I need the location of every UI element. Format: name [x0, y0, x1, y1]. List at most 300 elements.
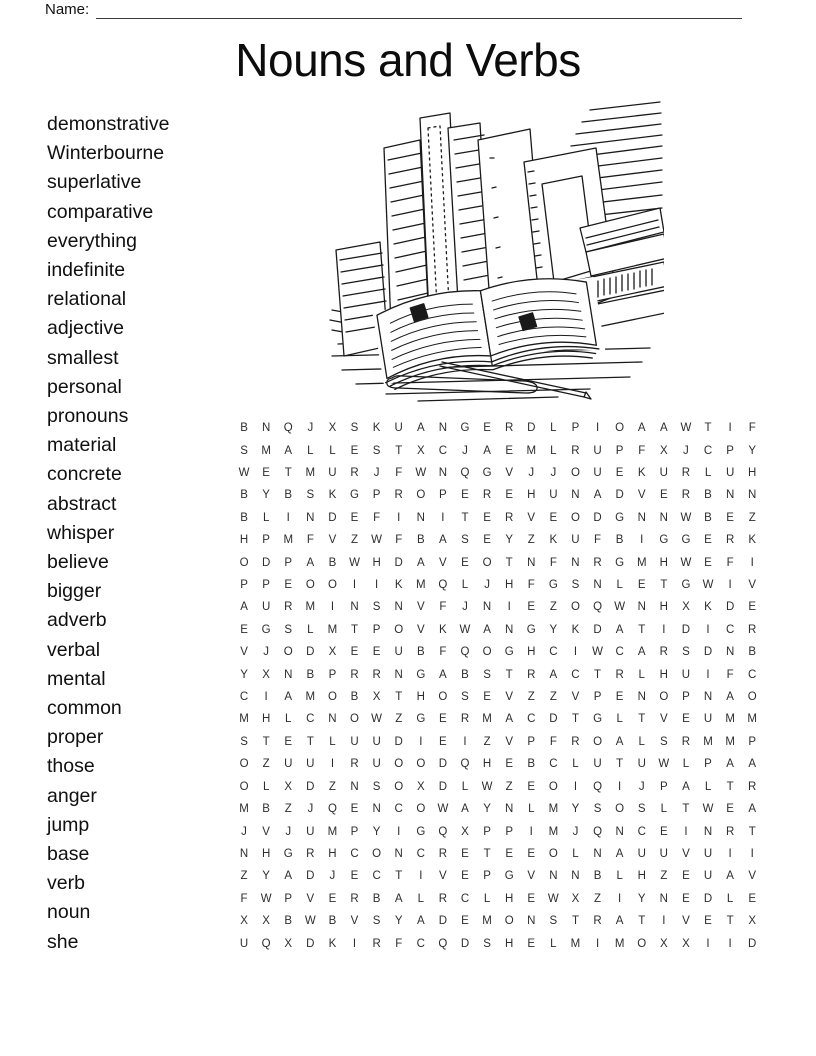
grid-letter: R — [748, 780, 757, 793]
grid-letter: C — [748, 668, 757, 681]
grid-letter: U — [284, 758, 293, 771]
grid-letter: L — [461, 579, 469, 592]
grid-letter: C — [637, 825, 646, 838]
grid-letter: X — [571, 892, 580, 905]
word-list-item: noun — [47, 901, 91, 924]
grid-letter: P — [284, 892, 293, 905]
grid-letter: C — [460, 892, 470, 905]
grid-letter: M — [548, 825, 559, 838]
grid-letter: R — [350, 467, 359, 480]
grid-letter: M — [747, 713, 757, 726]
grid-letter: X — [328, 422, 337, 435]
grid-letter: I — [375, 579, 379, 592]
grid-letter: R — [350, 668, 359, 681]
grid-letter: L — [262, 511, 270, 524]
grid-letter: T — [616, 758, 624, 771]
grid-letter: H — [372, 556, 381, 569]
grid-letter: M — [327, 825, 338, 838]
grid-letter: U — [571, 534, 580, 547]
grid-letter: G — [526, 623, 536, 636]
grid-letter: F — [306, 534, 314, 547]
grid-letter: E — [439, 713, 447, 726]
grid-letter: U — [593, 467, 602, 480]
grid-letter: F — [726, 556, 734, 569]
word-list-item: smallest — [47, 346, 119, 369]
grid-letter: H — [527, 489, 536, 502]
grid-letter: I — [264, 691, 268, 704]
grid-letter: E — [372, 646, 381, 659]
grid-letter: I — [728, 579, 732, 592]
grid-letter: N — [637, 511, 646, 524]
grid-letter: F — [594, 534, 602, 547]
grid-letter: V — [350, 915, 359, 928]
grid-letter: K — [328, 937, 337, 950]
grid-letter: E — [615, 691, 624, 704]
grid-letter: J — [462, 601, 468, 614]
grid-letter: R — [372, 937, 381, 950]
grid-letter: I — [640, 534, 644, 547]
grid-letter: W — [437, 803, 449, 816]
grid-letter: E — [726, 511, 734, 524]
grid-letter: S — [372, 915, 381, 928]
word-list-item: relational — [47, 288, 127, 311]
grid-letter: M — [614, 937, 625, 950]
grid-letter: A — [284, 691, 293, 704]
grid-letter: Q — [327, 803, 337, 816]
grid-letter: E — [350, 803, 359, 816]
grid-letter: R — [505, 511, 514, 524]
grid-letter: U — [261, 601, 271, 614]
grid-letter: T — [306, 735, 314, 748]
grid-letter: D — [306, 937, 315, 950]
grid-letter: E — [682, 713, 690, 726]
grid-letter: V — [439, 870, 447, 883]
grid-letter: V — [416, 601, 425, 614]
grid-letter: S — [637, 803, 646, 816]
grid-letter: R — [527, 668, 536, 681]
grid-letter: N — [659, 511, 668, 524]
grid-letter: Q — [593, 601, 603, 614]
grid-letter: M — [725, 735, 735, 748]
grid-letter: R — [438, 892, 448, 905]
grid-letter: H — [261, 713, 271, 726]
grid-letter: Y — [262, 870, 270, 883]
grid-letter: T — [660, 579, 668, 592]
grid-letter: C — [571, 668, 580, 681]
grid-letter: Y — [748, 444, 757, 457]
grid-letter: M — [636, 556, 647, 569]
grid-letter: I — [419, 870, 423, 883]
grid-letter: E — [505, 758, 513, 771]
grid-letter: R — [438, 847, 448, 860]
grid-letter: P — [262, 534, 270, 547]
grid-letter: N — [394, 601, 403, 614]
grid-letter: F — [527, 579, 535, 592]
grid-letter: R — [725, 825, 735, 838]
grid-letter: N — [637, 691, 646, 704]
grid-letter: N — [328, 713, 337, 726]
grid-letter: D — [703, 892, 713, 905]
grid-letter: T — [594, 668, 602, 681]
grid-letter: U — [681, 668, 691, 681]
grid-letter: E — [350, 444, 359, 457]
grid-letter: O — [570, 511, 580, 524]
grid-letter: S — [350, 422, 359, 435]
grid-letter: A — [306, 556, 315, 569]
grid-letter: G — [416, 825, 426, 838]
grid-letter: Z — [527, 691, 535, 704]
grid-letter: A — [637, 422, 646, 435]
grid-letter: G — [261, 623, 271, 636]
grid-letter: G — [504, 646, 514, 659]
grid-letter: Z — [351, 534, 359, 547]
grid-letter: M — [261, 444, 271, 457]
grid-letter: M — [416, 579, 426, 592]
grid-letter: I — [352, 579, 357, 592]
word-list-item: verbal — [47, 638, 101, 661]
grid-letter: X — [682, 601, 690, 614]
grid-letter: P — [372, 623, 381, 636]
grid-letter: Z — [594, 892, 602, 905]
grid-letter: T — [262, 735, 270, 748]
grid-letter: V — [637, 489, 646, 502]
grid-letter: A — [726, 870, 734, 883]
grid-letter: D — [438, 758, 448, 771]
grid-letter: O — [747, 691, 757, 704]
grid-letter: D — [328, 511, 337, 524]
grid-letter: K — [571, 623, 580, 636]
grid-letter: G — [504, 870, 514, 883]
grid-letter: U — [372, 735, 381, 748]
word-list-item: those — [47, 755, 95, 778]
grid-letter: X — [659, 444, 668, 457]
grid-letter: C — [416, 937, 425, 950]
grid-letter: O — [394, 780, 404, 793]
grid-letter: E — [483, 422, 491, 435]
grid-letter: A — [483, 623, 491, 636]
grid-letter: R — [659, 646, 668, 659]
grid-letter: S — [372, 444, 381, 457]
grid-letter: X — [328, 646, 337, 659]
word-list-item: anger — [47, 784, 97, 807]
grid-letter: W — [658, 758, 670, 771]
grid-letter: C — [306, 713, 315, 726]
grid-letter: I — [618, 892, 622, 905]
grid-letter: U — [593, 444, 602, 457]
grid-letter: F — [638, 444, 646, 457]
grid-letter: F — [395, 534, 403, 547]
grid-letter: C — [350, 847, 359, 860]
grid-letter: I — [330, 758, 335, 771]
grid-letter: E — [704, 534, 712, 547]
grid-letter: F — [748, 422, 756, 435]
grid-letter: B — [328, 556, 337, 569]
grid-letter: N — [615, 825, 624, 838]
grid-letter: L — [638, 735, 645, 748]
grid-letter: L — [550, 422, 557, 435]
grid-letter: H — [659, 601, 668, 614]
grid-letter: D — [438, 780, 448, 793]
grid-letter: E — [748, 892, 757, 905]
grid-letter: C — [394, 803, 403, 816]
grid-letter: W — [459, 623, 471, 636]
grid-letter: A — [505, 713, 513, 726]
grid-letter: D — [748, 937, 757, 950]
grid-letter: T — [505, 556, 513, 569]
grid-letter: R — [284, 601, 293, 614]
grid-letter: A — [439, 534, 447, 547]
grid-letter: M — [482, 713, 492, 726]
word-list-item: base — [47, 843, 90, 866]
grid-letter: J — [263, 646, 270, 659]
grid-letter: Z — [284, 803, 292, 816]
grid-letter: H — [527, 646, 536, 659]
grid-letter: O — [438, 691, 448, 704]
grid-letter: O — [416, 758, 426, 771]
grid-letter: T — [284, 467, 292, 480]
grid-letter: Y — [372, 825, 381, 838]
grid-letter: T — [571, 713, 579, 726]
grid-letter: Q — [438, 579, 448, 592]
grid-letter: Q — [593, 780, 603, 793]
grid-letter: R — [681, 489, 691, 502]
grid-letter: M — [703, 735, 713, 748]
grid-letter: O — [615, 803, 625, 816]
grid-letter: O — [394, 623, 404, 636]
grid-letter: E — [505, 444, 513, 457]
word-list-item: believe — [47, 551, 109, 574]
grid-letter: A — [726, 691, 734, 704]
grid-letter: O — [416, 489, 426, 502]
grid-letter: F — [395, 467, 403, 480]
grid-letter: P — [372, 489, 381, 502]
grid-letter: Q — [438, 825, 448, 838]
grid-letter: U — [394, 422, 403, 435]
grid-letter: P — [527, 735, 536, 748]
grid-letter: T — [682, 803, 690, 816]
grid-letter: J — [683, 444, 689, 457]
grid-letter: O — [327, 579, 337, 592]
grid-letter: W — [680, 511, 692, 524]
grid-letter: A — [726, 758, 734, 771]
grid-letter: N — [505, 623, 514, 636]
grid-letter: H — [239, 534, 249, 547]
grid-letter: A — [615, 735, 624, 748]
grid-letter: P — [615, 444, 624, 457]
grid-letter: G — [681, 579, 691, 592]
grid-letter: X — [262, 668, 270, 681]
grid-letter: A — [593, 489, 602, 502]
grid-letter: O — [283, 646, 293, 659]
grid-letter: L — [616, 870, 623, 883]
grid-letter: W — [680, 422, 692, 435]
grid-letter: K — [637, 467, 646, 480]
grid-letter: W — [614, 601, 626, 614]
grid-letter: R — [505, 422, 514, 435]
grid-letter: V — [505, 735, 513, 748]
grid-letter: L — [682, 758, 690, 771]
grid-letter: Z — [660, 870, 668, 883]
grid-letter: K — [704, 601, 712, 614]
grid-letter: R — [593, 556, 602, 569]
grid-letter: T — [638, 713, 646, 726]
grid-letter: Q — [283, 422, 293, 435]
grid-letter: L — [550, 444, 557, 457]
grid-letter: V — [748, 870, 757, 883]
grid-letter: L — [572, 758, 579, 771]
grid-letter: P — [682, 691, 690, 704]
grid-letter: R — [571, 735, 580, 748]
grid-letter: L — [528, 803, 535, 816]
grid-letter: M — [305, 601, 316, 614]
grid-letter: X — [748, 915, 757, 928]
grid-letter: L — [483, 892, 491, 905]
grid-letter: O — [659, 691, 669, 704]
grid-letter: H — [637, 870, 646, 883]
grid-letter: E — [461, 915, 469, 928]
grid-letter: C — [549, 646, 558, 659]
grid-letter: O — [394, 758, 404, 771]
grid-letter: J — [550, 467, 557, 480]
grid-letter: K — [394, 579, 403, 592]
grid-letter: I — [397, 511, 401, 524]
grid-letter: Z — [505, 780, 513, 793]
grid-letter: B — [704, 511, 712, 524]
grid-letter: T — [571, 915, 579, 928]
grid-letter: I — [750, 847, 754, 860]
grid-letter: Y — [505, 534, 513, 547]
grid-letter: P — [483, 825, 491, 838]
grid-letter: U — [394, 646, 403, 659]
grid-letter: N — [416, 511, 425, 524]
grid-letter: V — [682, 915, 690, 928]
grid-letter: L — [307, 623, 314, 636]
grid-letter: B — [240, 422, 248, 435]
grid-letter: N — [372, 803, 381, 816]
word-list-item: common — [47, 697, 122, 720]
grid-letter: P — [505, 825, 513, 838]
grid-letter: H — [505, 579, 514, 592]
grid-letter: V — [505, 691, 513, 704]
grid-letter: S — [483, 937, 491, 950]
grid-letter: I — [595, 422, 600, 435]
grid-letter: R — [482, 489, 492, 502]
grid-letter: N — [571, 556, 580, 569]
grid-letter: N — [659, 892, 668, 905]
grid-letter: I — [706, 623, 710, 636]
grid-letter: W — [304, 915, 316, 928]
grid-letter: E — [527, 847, 536, 860]
grid-letter: E — [262, 467, 270, 480]
grid-letter: P — [659, 780, 668, 793]
grid-letter: A — [439, 668, 447, 681]
grid-letter: N — [527, 915, 536, 928]
grid-letter: Q — [460, 646, 470, 659]
grid-letter: G — [593, 713, 603, 726]
grid-letter: I — [662, 915, 666, 928]
grid-letter: N — [261, 422, 271, 435]
grid-letter: B — [284, 489, 293, 502]
grid-letter: R — [681, 467, 691, 480]
grid-letter: U — [659, 467, 668, 480]
grid-letter: E — [439, 735, 447, 748]
grid-letter: E — [659, 489, 668, 502]
grid-letter: P — [483, 870, 491, 883]
grid-letter: E — [615, 467, 624, 480]
word-list-item: whisper — [47, 521, 115, 544]
grid-letter: W — [702, 803, 714, 816]
grid-letter: N — [725, 489, 735, 502]
grid-letter: S — [593, 803, 602, 816]
grid-letter: U — [725, 467, 735, 480]
grid-letter: S — [571, 579, 580, 592]
grid-letter: L — [329, 444, 336, 457]
grid-letter: N — [593, 847, 602, 860]
grid-letter: D — [261, 556, 271, 569]
word-list-item: proper — [47, 726, 104, 749]
grid-letter: G — [482, 467, 492, 480]
grid-letter: O — [504, 915, 514, 928]
word-list-item: verb — [47, 872, 85, 895]
grid-letter: U — [593, 758, 602, 771]
grid-letter: A — [549, 668, 558, 681]
grid-letter: E — [461, 489, 469, 502]
grid-letter: Q — [593, 825, 603, 838]
word-list-item: jump — [47, 813, 90, 836]
grid-letter: V — [416, 623, 425, 636]
grid-letter: S — [240, 444, 248, 457]
grid-letter: V — [240, 646, 248, 659]
grid-letter: Z — [395, 713, 403, 726]
grid-letter: U — [372, 758, 381, 771]
grid-letter: R — [681, 735, 691, 748]
grid-letter: R — [725, 534, 735, 547]
grid-letter: A — [615, 915, 624, 928]
grid-letter: E — [682, 870, 690, 883]
grid-letter: O — [372, 847, 382, 860]
grid-letter: S — [372, 601, 381, 614]
grid-letter: A — [416, 915, 425, 928]
grid-letter: J — [373, 467, 380, 480]
grid-letter: A — [284, 870, 293, 883]
grid-letter: C — [239, 691, 249, 704]
grid-letter: B — [615, 534, 624, 547]
grid-letter: T — [483, 847, 491, 860]
grid-letter: L — [616, 579, 623, 592]
grid-letter: W — [481, 780, 493, 793]
grid-letter: A — [748, 758, 757, 771]
grid-letter: Y — [571, 803, 580, 816]
grid-letter: O — [239, 758, 249, 771]
grid-letter: O — [416, 803, 426, 816]
grid-letter: J — [528, 467, 535, 480]
grid-letter: V — [262, 825, 270, 838]
word-list-item: concrete — [47, 463, 122, 486]
grid-letter: B — [262, 803, 270, 816]
grid-letter: J — [307, 803, 314, 816]
grid-letter: H — [261, 847, 271, 860]
grid-letter: B — [461, 668, 469, 681]
grid-letter: N — [394, 668, 403, 681]
grid-letter: R — [394, 489, 403, 502]
grid-letter: E — [328, 892, 337, 905]
grid-letter: Y — [262, 489, 270, 502]
grid-letter: N — [438, 422, 448, 435]
grid-letter: I — [618, 780, 622, 793]
grid-letter: Z — [262, 758, 270, 771]
grid-letter: V — [505, 467, 513, 480]
grid-letter: O — [482, 556, 492, 569]
